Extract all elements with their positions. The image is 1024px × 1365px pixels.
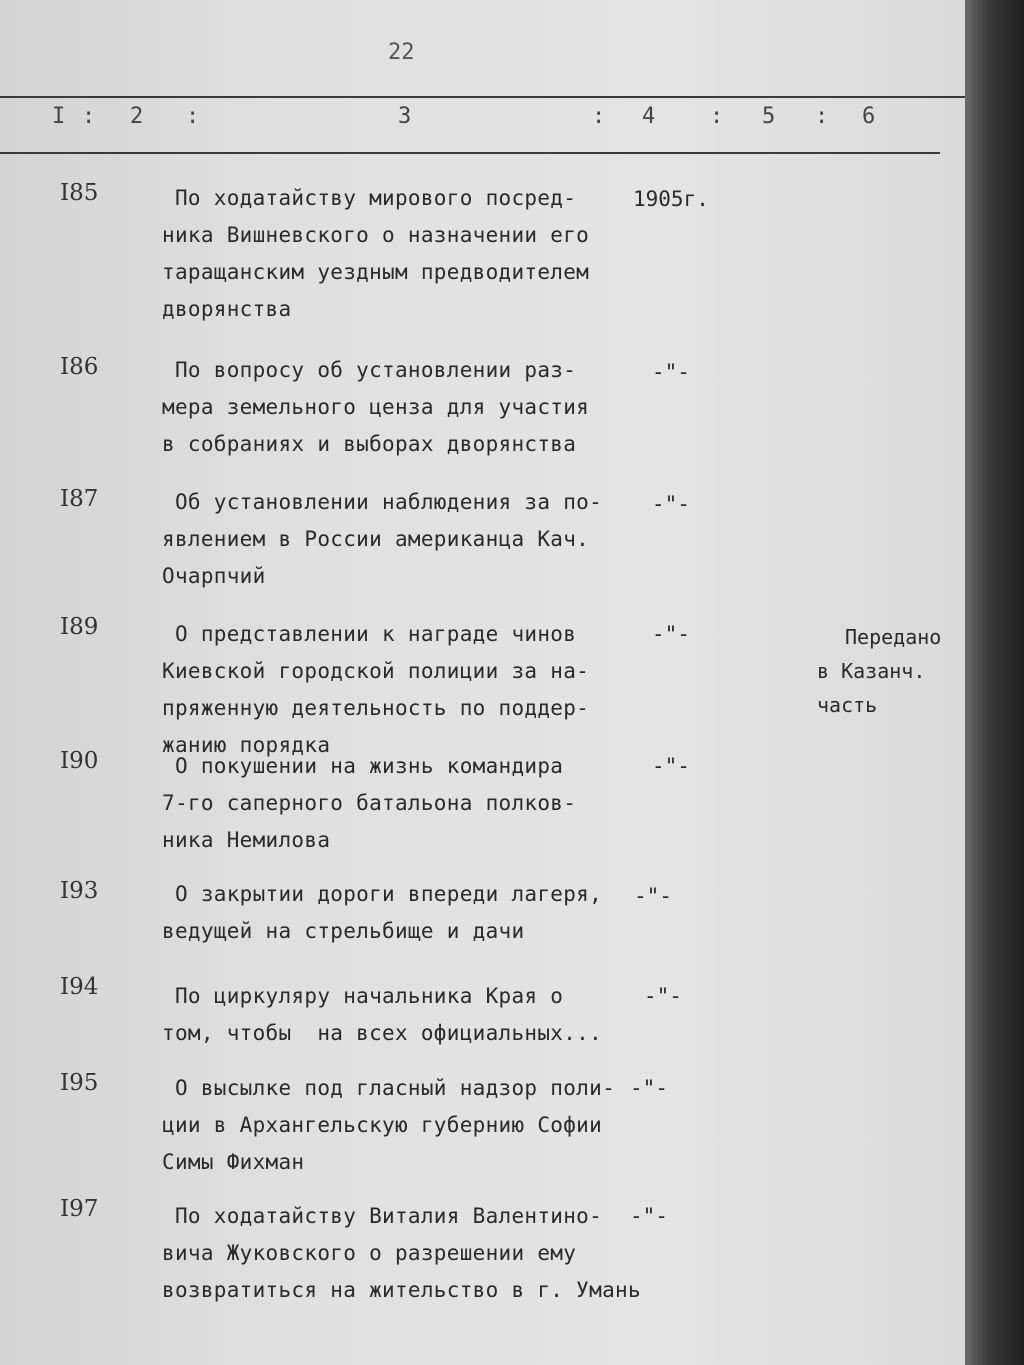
column-header-3: 3 <box>398 104 412 129</box>
description-line: По ходатайству Виталия Валентино- <box>162 1204 603 1228</box>
description-line: вича Жуковского о разрешении ему <box>162 1241 577 1265</box>
description-line: ции в Архангельскую губернию Софии <box>162 1113 603 1137</box>
note-line: Передано <box>845 625 942 649</box>
description-line: ника Вишневского о назначении его <box>162 223 590 247</box>
description-line: 7-го саперного батальона полков- <box>162 791 577 815</box>
column-header-6: 6 <box>862 104 876 129</box>
description-line: возвратиться на жительство в г. Умань <box>162 1278 641 1302</box>
description-line: По ходатайству мирового посред- <box>162 186 577 210</box>
record-year: -"- <box>652 360 690 384</box>
column-separator: : <box>710 104 724 129</box>
header-bottom-rule <box>0 152 940 154</box>
record-description <box>162 616 632 764</box>
column-header-5: 5 <box>762 104 776 129</box>
column-header-4: 4 <box>642 104 656 129</box>
header-top-rule <box>0 96 965 98</box>
record-number: I90 <box>60 748 99 774</box>
record-year: -"- <box>652 622 690 646</box>
record-year: -"- <box>630 1076 668 1100</box>
record-description <box>162 352 632 463</box>
record-year: -"- <box>652 492 690 516</box>
description-line: Очарпчий <box>162 564 266 588</box>
description-line: ника Немилова <box>162 828 331 852</box>
description-line: явлением в России американца Кач. <box>162 527 590 551</box>
record-number: I97 <box>60 1196 99 1222</box>
record-year: -"- <box>630 1204 668 1228</box>
record-number: I95 <box>60 1070 99 1096</box>
description-line: О представлении к награде чинов <box>162 622 577 646</box>
record-description <box>162 484 632 595</box>
note-line: в Казанч. <box>817 659 926 683</box>
description-line: О высылке под гласный надзор поли- <box>162 1076 616 1100</box>
record-year: -"- <box>634 884 672 908</box>
record-number: I89 <box>60 614 99 640</box>
page-number: 22 <box>388 40 415 65</box>
column-separator: : <box>82 104 96 129</box>
column-separator: : <box>815 104 829 129</box>
description-line: мера земельного ценза для участия <box>162 395 590 419</box>
description-line: Об установлении наблюдения за по- <box>162 490 603 514</box>
description-line: том, чтобы на всех официальных... <box>162 1021 603 1045</box>
description-line: пряженную деятельность по поддер- <box>162 696 590 720</box>
record-number: I86 <box>60 354 99 380</box>
record-description <box>162 1070 632 1181</box>
column-separator: : <box>592 104 606 129</box>
description-line: жанию порядка <box>162 733 331 757</box>
record-description <box>162 978 632 1052</box>
page-edge-shadow <box>965 0 1024 1365</box>
description-line: Киевской городской полиции за на- <box>162 659 590 683</box>
column-separator: : <box>186 104 200 129</box>
column-header-1: I <box>52 104 66 129</box>
record-description <box>162 876 632 950</box>
record-number: I94 <box>60 974 99 1000</box>
record-description <box>162 748 632 859</box>
description-line: По циркуляру начальника Края о <box>162 984 564 1008</box>
record-year: -"- <box>652 754 690 778</box>
record-number: I87 <box>60 486 99 512</box>
description-line: По вопросу об установлении раз- <box>162 358 577 382</box>
description-line: О закрытии дороги впереди лагеря, <box>162 882 603 906</box>
description-line: О покушении на жизнь командира <box>162 754 564 778</box>
description-line: дворянства <box>162 297 292 321</box>
description-line: таращанским уездным предводителем <box>162 260 590 284</box>
record-number: I93 <box>60 878 99 904</box>
record-number: I85 <box>60 180 99 206</box>
record-year: 1905г. <box>633 187 709 211</box>
description-line: ведущей на стрельбище и дачи <box>162 919 525 943</box>
description-line: Симы Фихман <box>162 1150 305 1174</box>
note-line: часть <box>817 693 878 717</box>
column-header-2: 2 <box>130 104 144 129</box>
description-line: в собраниях и выборах дворянства <box>162 432 577 456</box>
record-description <box>162 180 632 328</box>
record-year: -"- <box>644 984 682 1008</box>
record-description <box>162 1198 642 1309</box>
